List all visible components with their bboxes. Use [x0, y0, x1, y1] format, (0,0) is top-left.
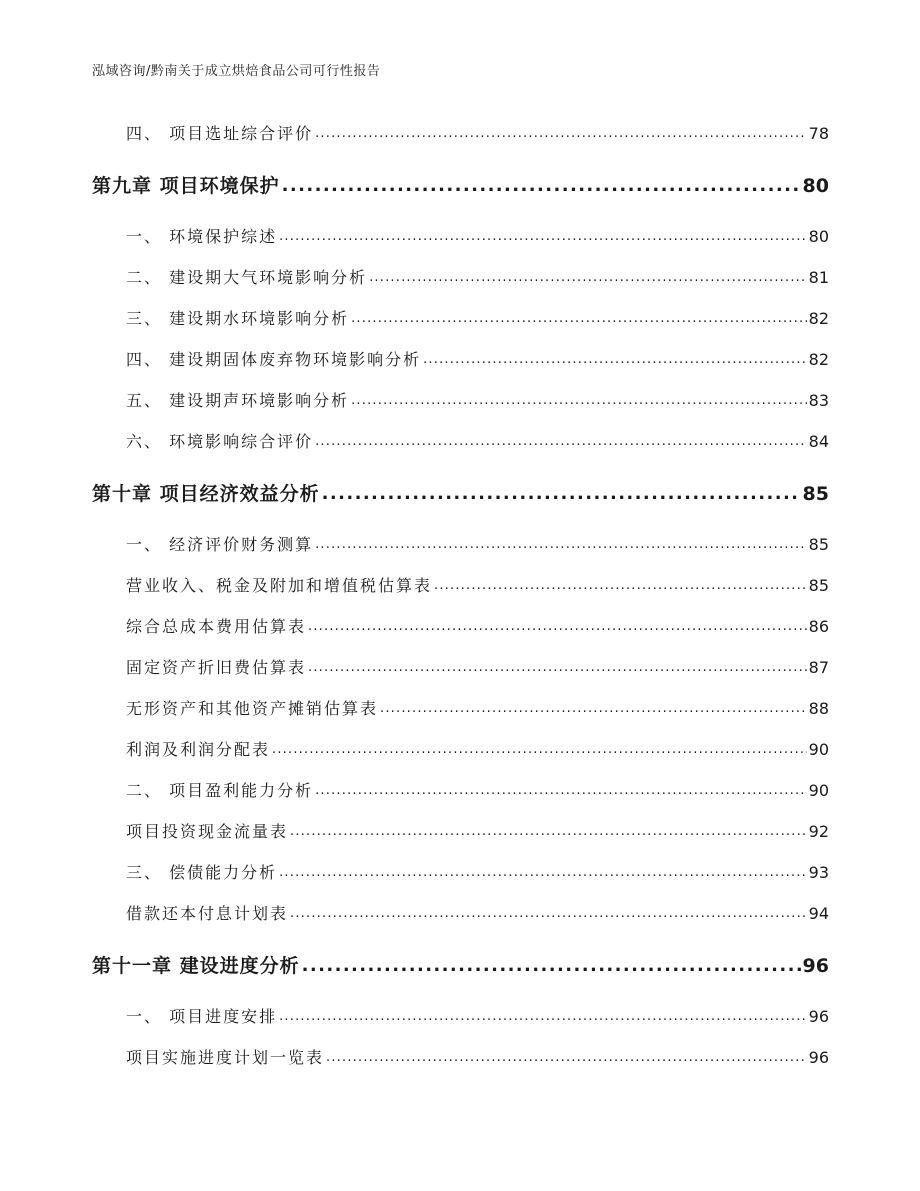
toc-entry-page: 80: [808, 227, 829, 246]
toc-entry-label: 无形资产和其他资产摊销估算表: [126, 699, 379, 718]
dot-leader: [315, 540, 807, 556]
dot-leader: [351, 314, 807, 330]
toc-entry[interactable]: [92, 123, 829, 145]
dot-leader: [351, 396, 807, 412]
toc-entry-page: 94: [808, 904, 829, 923]
toc-entry-page: 96: [808, 1048, 829, 1067]
toc-entry-page: 85: [808, 535, 829, 554]
toc-entry-label: 项目实施进度计划一览表: [126, 1048, 325, 1067]
toc-entry-page: 82: [808, 350, 829, 369]
toc-chapter-page: 85: [802, 483, 829, 505]
toc-entry-label: 四、 建设期固体废弃物环境影响分析: [126, 350, 422, 369]
toc-entry[interactable]: [92, 226, 829, 248]
toc-entry[interactable]: [92, 657, 829, 679]
toc-entry-label: 营业收入、税金及附加和增值税估算表: [126, 576, 433, 595]
toc-chapter-label: 第十一章 建设进度分析: [92, 955, 300, 977]
toc-entry[interactable]: [92, 1047, 829, 1069]
toc-entry-label: 一、 项目进度安排: [126, 1007, 278, 1026]
dot-leader: [369, 273, 807, 289]
toc-entry[interactable]: [92, 698, 829, 720]
toc-chapter[interactable]: [92, 953, 829, 979]
toc-entry[interactable]: [92, 821, 829, 843]
dot-leader: [308, 663, 807, 679]
toc-entry-page: 88: [808, 699, 829, 718]
dot-leader: [326, 1053, 807, 1069]
toc-entry-page: 87: [808, 658, 829, 677]
toc-entry[interactable]: [92, 390, 829, 412]
toc-entry-page: 85: [808, 576, 829, 595]
toc-entry[interactable]: [92, 575, 829, 597]
toc-entry-label: 综合总成本费用估算表: [126, 617, 307, 636]
toc-entry-label: 固定资产折旧费估算表: [126, 658, 307, 677]
toc-entry-label: 二、 建设期大气环境影响分析: [126, 268, 368, 287]
toc-entry[interactable]: [92, 616, 829, 638]
dot-leader: [322, 488, 801, 507]
toc-entry[interactable]: [92, 534, 829, 556]
toc-entry-label: 一、 经济评价财务测算: [126, 535, 314, 554]
toc-entry[interactable]: [92, 267, 829, 289]
toc-entry-label: 三、 偿债能力分析: [126, 863, 278, 882]
toc-chapter-page: 80: [802, 175, 829, 197]
dot-leader: [279, 232, 807, 248]
toc-entry[interactable]: [92, 739, 829, 761]
dot-leader: [272, 745, 807, 761]
dot-leader: [315, 437, 807, 453]
dot-leader: [279, 1012, 807, 1028]
toc-entry-page: 93: [808, 863, 829, 882]
dot-leader: [290, 827, 807, 843]
toc-chapter[interactable]: [92, 481, 829, 507]
toc-entry[interactable]: [92, 431, 829, 453]
toc-entry-page: 81: [808, 268, 829, 287]
toc-entry-label: 利润及利润分配表: [126, 740, 271, 759]
toc-entry-page: 90: [808, 781, 829, 800]
toc-entry-page: 92: [808, 822, 829, 841]
dot-leader: [302, 960, 801, 979]
toc-chapter[interactable]: [92, 173, 829, 199]
toc-entry-label: 四、 项目选址综合评价: [126, 124, 314, 143]
toc-entry-page: 96: [808, 1007, 829, 1026]
running-header: 泓域咨询/黔南关于成立烘焙食品公司可行性报告: [92, 64, 381, 79]
toc-entry-label: 五、 建设期声环境影响分析: [126, 391, 350, 410]
dot-leader: [308, 622, 807, 638]
dot-leader: [380, 704, 807, 720]
dot-leader: [434, 581, 807, 597]
toc-chapter-page: 96: [802, 955, 829, 977]
toc-chapter-label: 第九章 项目环境保护: [92, 175, 280, 197]
toc-entry-label: 二、 项目盈利能力分析: [126, 781, 314, 800]
toc-entry-page: 78: [808, 124, 829, 143]
dot-leader: [315, 786, 807, 802]
toc-entry[interactable]: [92, 903, 829, 925]
toc-entry[interactable]: [92, 780, 829, 802]
toc-entry-page: 90: [808, 740, 829, 759]
dot-leader: [290, 909, 807, 925]
toc-entry-page: 82: [808, 309, 829, 328]
toc-entry[interactable]: [92, 1006, 829, 1028]
toc-entry[interactable]: [92, 862, 829, 884]
dot-leader: [423, 355, 807, 371]
toc-entry-label: 三、 建设期水环境影响分析: [126, 309, 350, 328]
toc-entry[interactable]: [92, 349, 829, 371]
toc-entry-label: 项目投资现金流量表: [126, 822, 289, 841]
toc-entry-label: 借款还本付息计划表: [126, 904, 289, 923]
dot-leader: [279, 868, 807, 884]
toc-entry-label: 六、 环境影响综合评价: [126, 432, 314, 451]
dot-leader: [282, 180, 801, 199]
toc-entry-page: 86: [808, 617, 829, 636]
toc-entry-page: 83: [808, 391, 829, 410]
toc-chapter-label: 第十章 项目经济效益分析: [92, 483, 320, 505]
toc-entry-label: 一、 环境保护综述: [126, 227, 278, 246]
toc-entry[interactable]: [92, 308, 829, 330]
dot-leader: [315, 129, 807, 145]
toc-entry-page: 84: [808, 432, 829, 451]
